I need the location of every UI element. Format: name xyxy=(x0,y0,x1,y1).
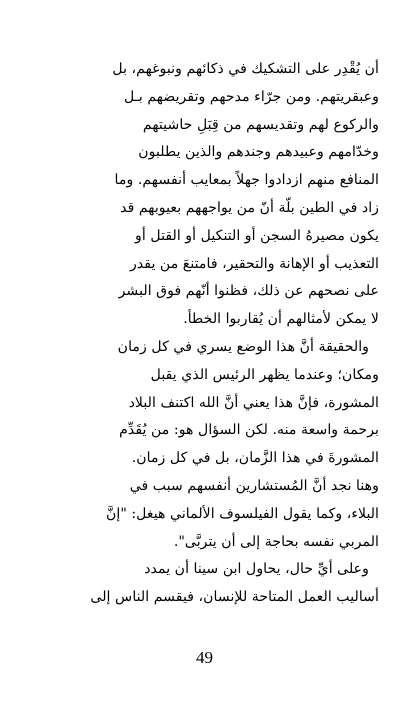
text-line: على نصحهم عن ذلك، فظنوا أنّهم فوق البشر xyxy=(118,283,379,300)
text-line: زاد في الطين بلّة أنّ من يواجههم بعيوبهم قد xyxy=(120,199,379,216)
paragraph-1 xyxy=(34,56,379,334)
text-line: لا يمكن لأمثالهم أن يُقاربوا الخطأ. xyxy=(183,311,379,328)
text-line: المنافع منهم ازدادوا جهلاً بمعايب أنفسهم. وما xyxy=(114,172,379,189)
text-line: وعلى أيِّ حال، يحاول ابن سينا أن يمدد xyxy=(144,561,369,578)
text-line: أن يُقْدِر على التشكيك في ذكائهم ونبوغهم، بل xyxy=(112,61,379,77)
paragraph-2 xyxy=(34,334,379,556)
text-line: أساليب العمل المتاحة للإنسان، فيقسم الناس إلى xyxy=(90,589,379,606)
text-line: يكون مصيرهُ السجن أو التنكيل أو القتل أو xyxy=(135,227,379,244)
text-line: المشورة، فإنَّ هذا يعني أنَّ الله اكتنف البلاد xyxy=(128,394,379,411)
text-line: وهنا نجد أنَّ المُستشارين أنفسهم سبب في xyxy=(129,477,379,494)
text-line: والحقيقة أنَّ هذا الوضع يسري في كل زمان xyxy=(117,338,369,355)
text-line: والركوع لهم وتقديسهم من قِبَلِ حاشيتهم xyxy=(142,116,379,133)
text-line: برحمة واسعة منه. لكن السؤال هو: من يُقَدِّم xyxy=(119,422,379,439)
text-line: البلاء، وكما يقول الفيلسوف الألماني هيغل: "إنَّ xyxy=(106,505,379,522)
paragraph-3 xyxy=(34,556,379,612)
text-line: ومكان؛ وعندما يظهر الرئيس الذي يقبل xyxy=(150,366,379,383)
text-line: المشورةَ في هذا الزَّمان، بل في كل زمان. xyxy=(131,450,379,467)
page-number: 49 xyxy=(196,648,213,667)
text-line: وخدّامهم وعبيدهم وجندهم والذين يطلبون xyxy=(138,144,379,161)
text-line: وعبقريتهم. ومن جرّاء مدحهم وتقريضهم بـل xyxy=(123,88,379,105)
body-text xyxy=(34,56,379,612)
text-line: المربي نفسه بحاجة إلى أن يتربَّى". xyxy=(173,533,379,550)
text-line: التعذيب أو الإهانة والتحقير، فامتنعَ من يقدر xyxy=(129,255,379,272)
